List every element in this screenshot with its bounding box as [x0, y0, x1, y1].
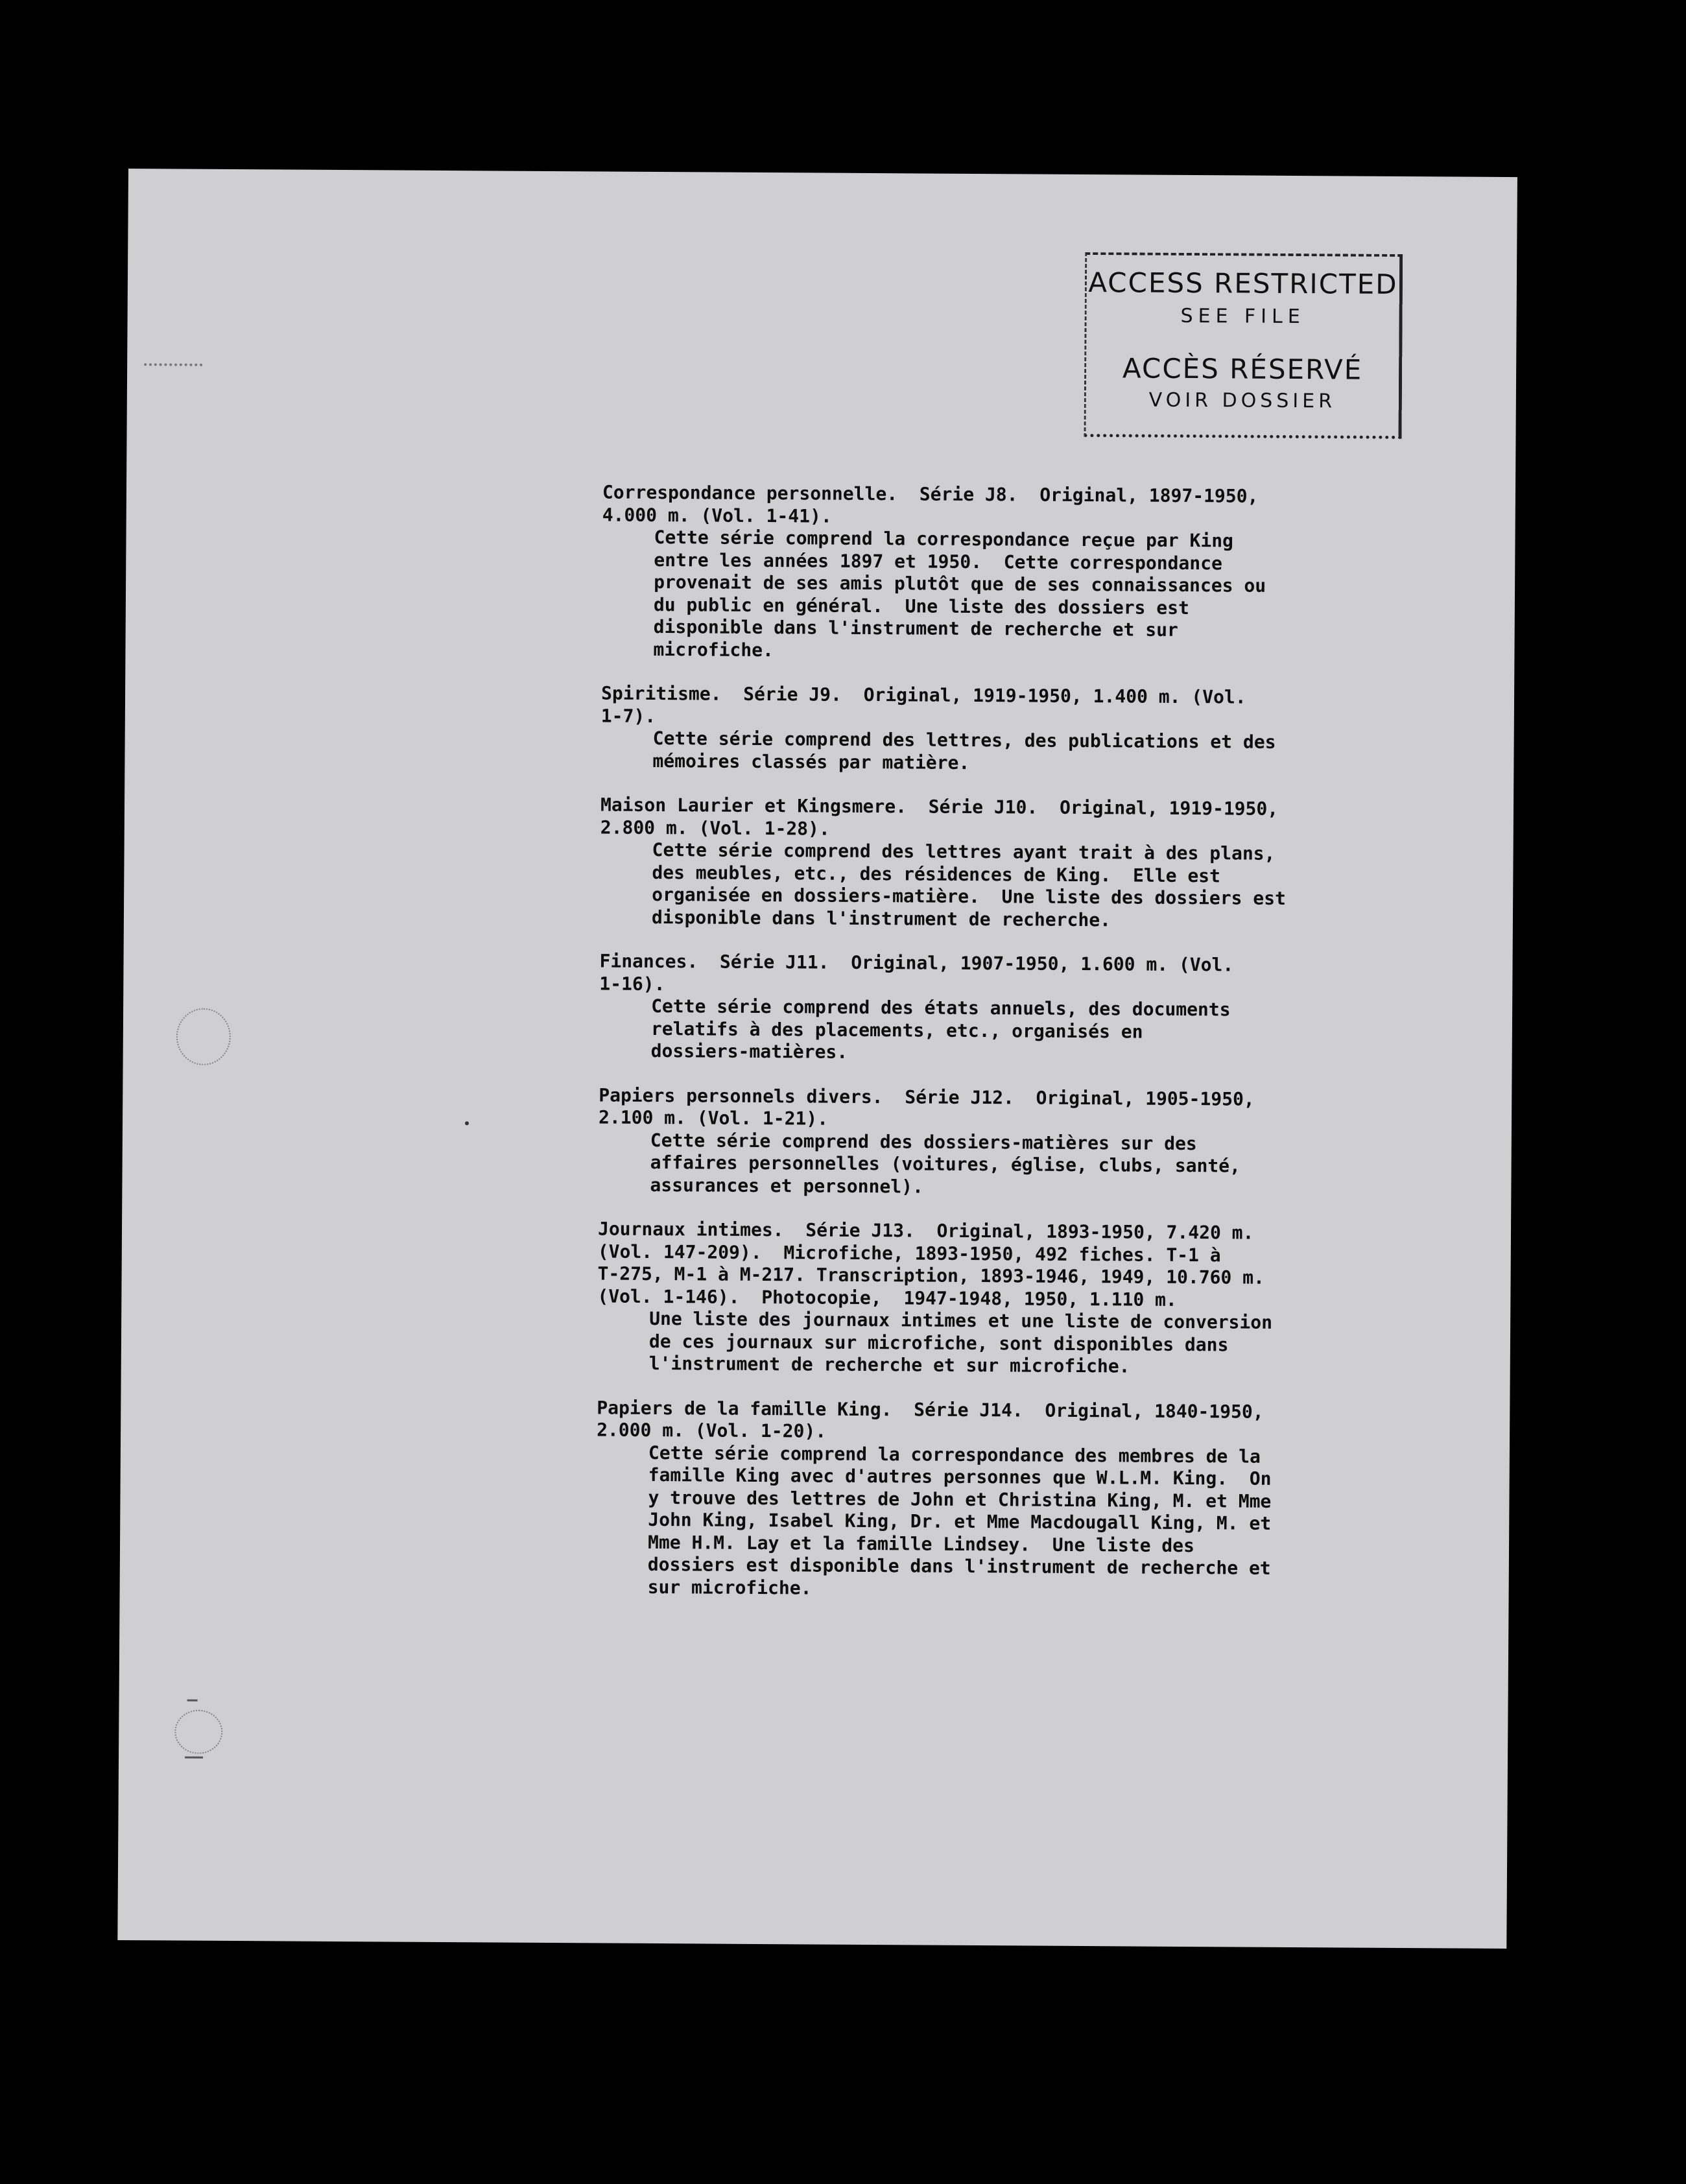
- series-description-line: entre les années 1897 et 1950. Cette correspondance: [654, 549, 1223, 574]
- access-restricted-stamp: [1084, 252, 1403, 439]
- series-heading-line: Papiers personnels divers. Série J12. Original, 1905-1950,: [599, 1084, 1255, 1110]
- series-description-line: dossiers est disponible dans l'instrument de recherche et: [647, 1553, 1271, 1579]
- series-description-line: disponible dans l'instrument de recherche et sur: [653, 615, 1178, 641]
- series-description-line: Cette série comprend des dossiers-matières sur des: [650, 1129, 1197, 1154]
- series-description-line: Cette série comprend la correspondance des membres de la: [648, 1442, 1261, 1467]
- series-heading-line: 2.000 m. (Vol. 1-20).: [597, 1419, 827, 1442]
- series-description-line: sur microfiche.: [647, 1576, 812, 1598]
- series-heading-line: T-275, M-1 à M-217. Transcription, 1893-1946, 1949, 10.760 m.: [597, 1263, 1264, 1288]
- document-page: [117, 169, 1517, 1949]
- hole-punch-mark: [174, 1709, 222, 1753]
- series-entry: [598, 1084, 1506, 1202]
- series-heading-line: (Vol. 147-209). Microfiche, 1893-1950, 492 fiches. T-1 à: [597, 1240, 1221, 1266]
- series-entry: [601, 481, 1510, 666]
- series-entry: [600, 682, 1509, 777]
- series-heading-line: Journaux intimes. Série J13. Original, 1893-1950, 7.420 m.: [597, 1218, 1254, 1244]
- series-description-line: relatifs à des placements, etc., organisés en: [650, 1017, 1143, 1043]
- series-heading-line: Papiers de la famille King. Série J14. Original, 1840-1950,: [597, 1396, 1264, 1423]
- stamp-line: ACCESS RESTRICTED: [1088, 267, 1398, 300]
- series-heading-line: 4.000 m. (Vol. 1-41).: [602, 503, 832, 527]
- series-description-line: John King, Isabel King, Dr. et Mme Macdougall King, M. et: [648, 1508, 1272, 1534]
- series-description-line: microfiche.: [653, 638, 774, 661]
- series-entry: [597, 1218, 1506, 1380]
- series-description-line: Cette série comprend des états annuels, des documents: [651, 995, 1231, 1021]
- series-heading-line: 2.100 m. (Vol. 1-21).: [598, 1106, 829, 1130]
- series-heading-line: 1-7).: [600, 704, 656, 727]
- series-heading-line: Finances. Série J11. Original, 1907-1950, 1.600 m. (Vol.: [599, 950, 1234, 976]
- series-description-line: l'instrument de recherche et sur microfiche.: [648, 1352, 1130, 1377]
- scan-specks: [144, 363, 202, 369]
- series-heading-line: 1-16).: [599, 972, 665, 995]
- series-description-line: Cette série comprend la correspondance reçue par King: [654, 526, 1234, 552]
- series-heading-line: Spiritisme. Série J9. Original, 1919-1950, 1.400 m. (Vol.: [600, 682, 1246, 708]
- series-heading-line: Correspondance personnelle. Série J8. Original, 1897-1950,: [602, 481, 1259, 507]
- series-heading-line: Maison Laurier et Kingsmere. Série J10. Original, 1919-1950,: [600, 794, 1279, 820]
- series-description-line: provenait de ses amis plutôt que de ses connaissances ou: [654, 571, 1266, 597]
- series-description-line: disponible dans l'instrument de recherche.: [651, 906, 1111, 931]
- series-list: [595, 481, 1510, 1626]
- scan-mark: [185, 1757, 203, 1759]
- series-description-line: dossiers-matières.: [650, 1039, 848, 1063]
- series-entry: [600, 794, 1508, 934]
- series-description-line: organisée en dossiers-matière. Une liste des dossiers est: [652, 883, 1286, 909]
- series-entry: [599, 950, 1508, 1067]
- hole-punch-mark: [176, 1008, 232, 1065]
- series-description-line: y trouve des lettres de John et Christina King, M. et Mme: [648, 1486, 1272, 1512]
- series-description-line: Cette série comprend des lettres, des publications et des: [652, 727, 1276, 753]
- series-description-line: du public en général. Une liste des dossiers est: [653, 593, 1190, 619]
- series-description-line: des meubles, etc., des résidences de King. Elle est: [652, 861, 1221, 886]
- series-description-line: famille King avec d'autres personnes que W.L.M. King. On: [648, 1464, 1272, 1490]
- scan-mark: [187, 1700, 198, 1702]
- series-description-line: mémoires classés par matière.: [652, 750, 970, 774]
- series-description-line: Mme H.M. Lay et la famille Lindsey. Une liste des: [647, 1531, 1195, 1556]
- series-entry: [596, 1397, 1505, 1604]
- series-heading-line: (Vol. 1-146). Photocopie, 1947-1948, 1950, 1.110 m.: [597, 1285, 1177, 1311]
- series-heading-line: 2.800 m. (Vol. 1-28).: [600, 816, 830, 840]
- series-description-line: de ces journaux sur microfiche, sont disponibles dans: [648, 1330, 1229, 1355]
- scan-speck: [465, 1121, 469, 1125]
- series-description-line: Une liste des journaux intimes et une liste de conversion: [649, 1307, 1273, 1333]
- stamp-line: SEE FILE: [1180, 304, 1305, 329]
- series-description-line: Cette série comprend des lettres ayant trait à des plans,: [652, 838, 1276, 864]
- stamp-line: VOIR DOSSIER: [1148, 388, 1336, 413]
- stamp-line: ACCÈS RÉSERVÉ: [1122, 352, 1363, 386]
- series-description-line: affaires personnelles (voitures, église, clubs, santé,: [650, 1151, 1241, 1177]
- series-description-line: assurances et personnel).: [650, 1174, 923, 1198]
